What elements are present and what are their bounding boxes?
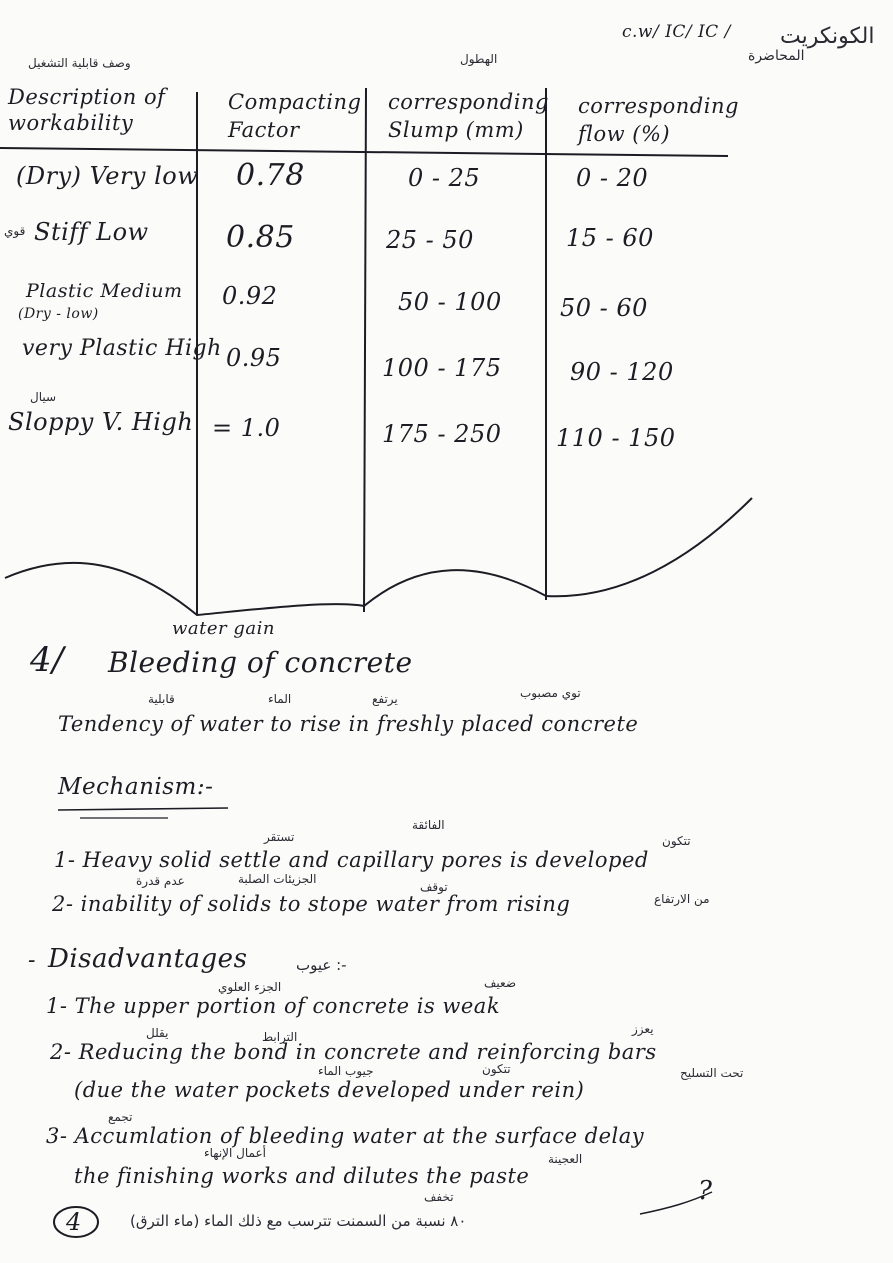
- row-3-desc: Plastic Medium: [26, 280, 183, 302]
- dis-ar-1: الجزء العلوي: [218, 980, 282, 994]
- question-mark: ?: [698, 1176, 713, 1206]
- mech-ar-4: عدم قدرة: [136, 874, 185, 888]
- dis-ar-10: أعمال الإنهاء: [204, 1146, 266, 1160]
- header-date: c.w/ IC/ IC /: [622, 22, 731, 42]
- row-4-flow: 90 - 120: [570, 358, 674, 386]
- disadvantages-ar: عيوب :-: [296, 956, 347, 974]
- row-4-desc: very Plastic High: [22, 336, 222, 361]
- row-5-slump: 175 - 250: [382, 420, 502, 448]
- dis-ar-9: تجمع: [108, 1110, 133, 1124]
- dis-ar-6: جيوب الماء: [318, 1064, 374, 1078]
- col-head-description: Description of workability: [8, 85, 166, 135]
- page-number: 4: [66, 1208, 82, 1236]
- disadvantage-2: 2- Reducing the bond in concrete and reinforcing bars: [50, 1040, 657, 1064]
- disadvantage-3-cont: the finishing works and dilutes the paste: [74, 1164, 530, 1188]
- bullet-dash: -: [28, 948, 36, 973]
- row-5-ar: سيال: [30, 390, 57, 404]
- table-annotation-ar: وصف قابلية التشغيل: [28, 56, 131, 70]
- row-4-cf: 0.95: [226, 344, 282, 372]
- disadvantages-title: Disadvantages: [48, 944, 248, 974]
- row-1-cf: 0.78: [236, 158, 305, 193]
- dis-ar-3: يقلل: [146, 1026, 169, 1040]
- row-1-desc: (Dry) Very low: [16, 162, 199, 190]
- mechanism-1: 1- Heavy solid settle and capillary pores is developed: [54, 848, 649, 872]
- disadvantage-1: 1- The upper portion of concrete is weak: [46, 994, 501, 1018]
- row-1-slump: 0 - 25: [408, 164, 481, 192]
- row-5-desc: Sloppy V. High: [8, 408, 194, 436]
- def-ar-2: الماء: [268, 692, 292, 706]
- dis-ar-2: ضعيف: [484, 976, 517, 990]
- disadvantage-3: 3- Accumlation of bleeding water at the surface delay: [46, 1124, 645, 1148]
- mech-ar-6: توقف: [420, 880, 448, 894]
- row-3-slump: 50 - 100: [398, 288, 502, 316]
- disadvantage-2-cont: (due the water pockets developed under rein): [74, 1078, 585, 1102]
- mech-ar-7: من الارتفاع: [654, 892, 710, 906]
- mechanism-title: Mechanism:-: [58, 774, 214, 800]
- def-ar-1: قابلية: [148, 692, 175, 706]
- row-5-flow: 110 - 150: [556, 424, 676, 452]
- water-gain-label: water gain: [172, 618, 275, 639]
- col-head-flow: corresponding flow (%): [578, 94, 739, 146]
- section-title: Bleeding of concrete: [108, 646, 413, 679]
- row-2-desc: Stiff Low: [34, 218, 149, 246]
- definition: Tendency of water to rise in freshly placed concrete: [58, 712, 639, 736]
- row-2-flow: 15 - 60: [566, 224, 654, 252]
- col-head-compacting-factor: Compacting Factor: [228, 90, 362, 142]
- dis-ar-11: العجينة: [548, 1152, 583, 1166]
- slump-note-ar: الهطول: [460, 52, 498, 66]
- dis-ar-12: تخفف: [424, 1190, 454, 1204]
- footer-note-ar: ٨٠ نسبة من السمنت تترسب مع ذلك الماء (ماء الترق): [130, 1212, 467, 1230]
- row-1-flow: 0 - 20: [576, 164, 649, 192]
- col-head-slump: corresponding Slump (mm): [388, 90, 549, 142]
- row-2-cf: 0.85: [226, 220, 295, 255]
- header-name-ar: الكونكريت: [780, 24, 875, 49]
- row-2-ar: قوي: [4, 224, 26, 238]
- section-number: 4/: [30, 640, 65, 680]
- row-5-cf: = 1.0: [212, 414, 281, 442]
- dis-ar-4: الترابط: [262, 1030, 298, 1044]
- mech-ar-1: تستقر: [264, 830, 295, 844]
- dis-ar-7: تتكون: [482, 1062, 511, 1076]
- mechanism-2: 2- inability of solids to stope water from rising: [52, 892, 571, 916]
- def-ar-4: توي مصبوب: [520, 686, 581, 700]
- row-3-desc-sub: (Dry - low): [18, 306, 99, 322]
- header-subtitle-ar: المحاضرة: [748, 48, 805, 64]
- dis-ar-8: تحت التسليح: [680, 1066, 744, 1080]
- row-4-slump: 100 - 175: [382, 354, 502, 382]
- dis-ar-5: يعزز: [632, 1022, 654, 1036]
- row-3-cf: 0.92: [222, 282, 278, 310]
- mech-ar-2: الفائقة: [412, 818, 445, 832]
- mech-ar-5: الجزيئات الصلبة: [238, 872, 317, 886]
- row-3-flow: 50 - 60: [560, 294, 648, 322]
- mech-ar-3: تتكون: [662, 834, 691, 848]
- def-ar-3: يرتفع: [372, 692, 398, 706]
- row-2-slump: 25 - 50: [386, 226, 474, 254]
